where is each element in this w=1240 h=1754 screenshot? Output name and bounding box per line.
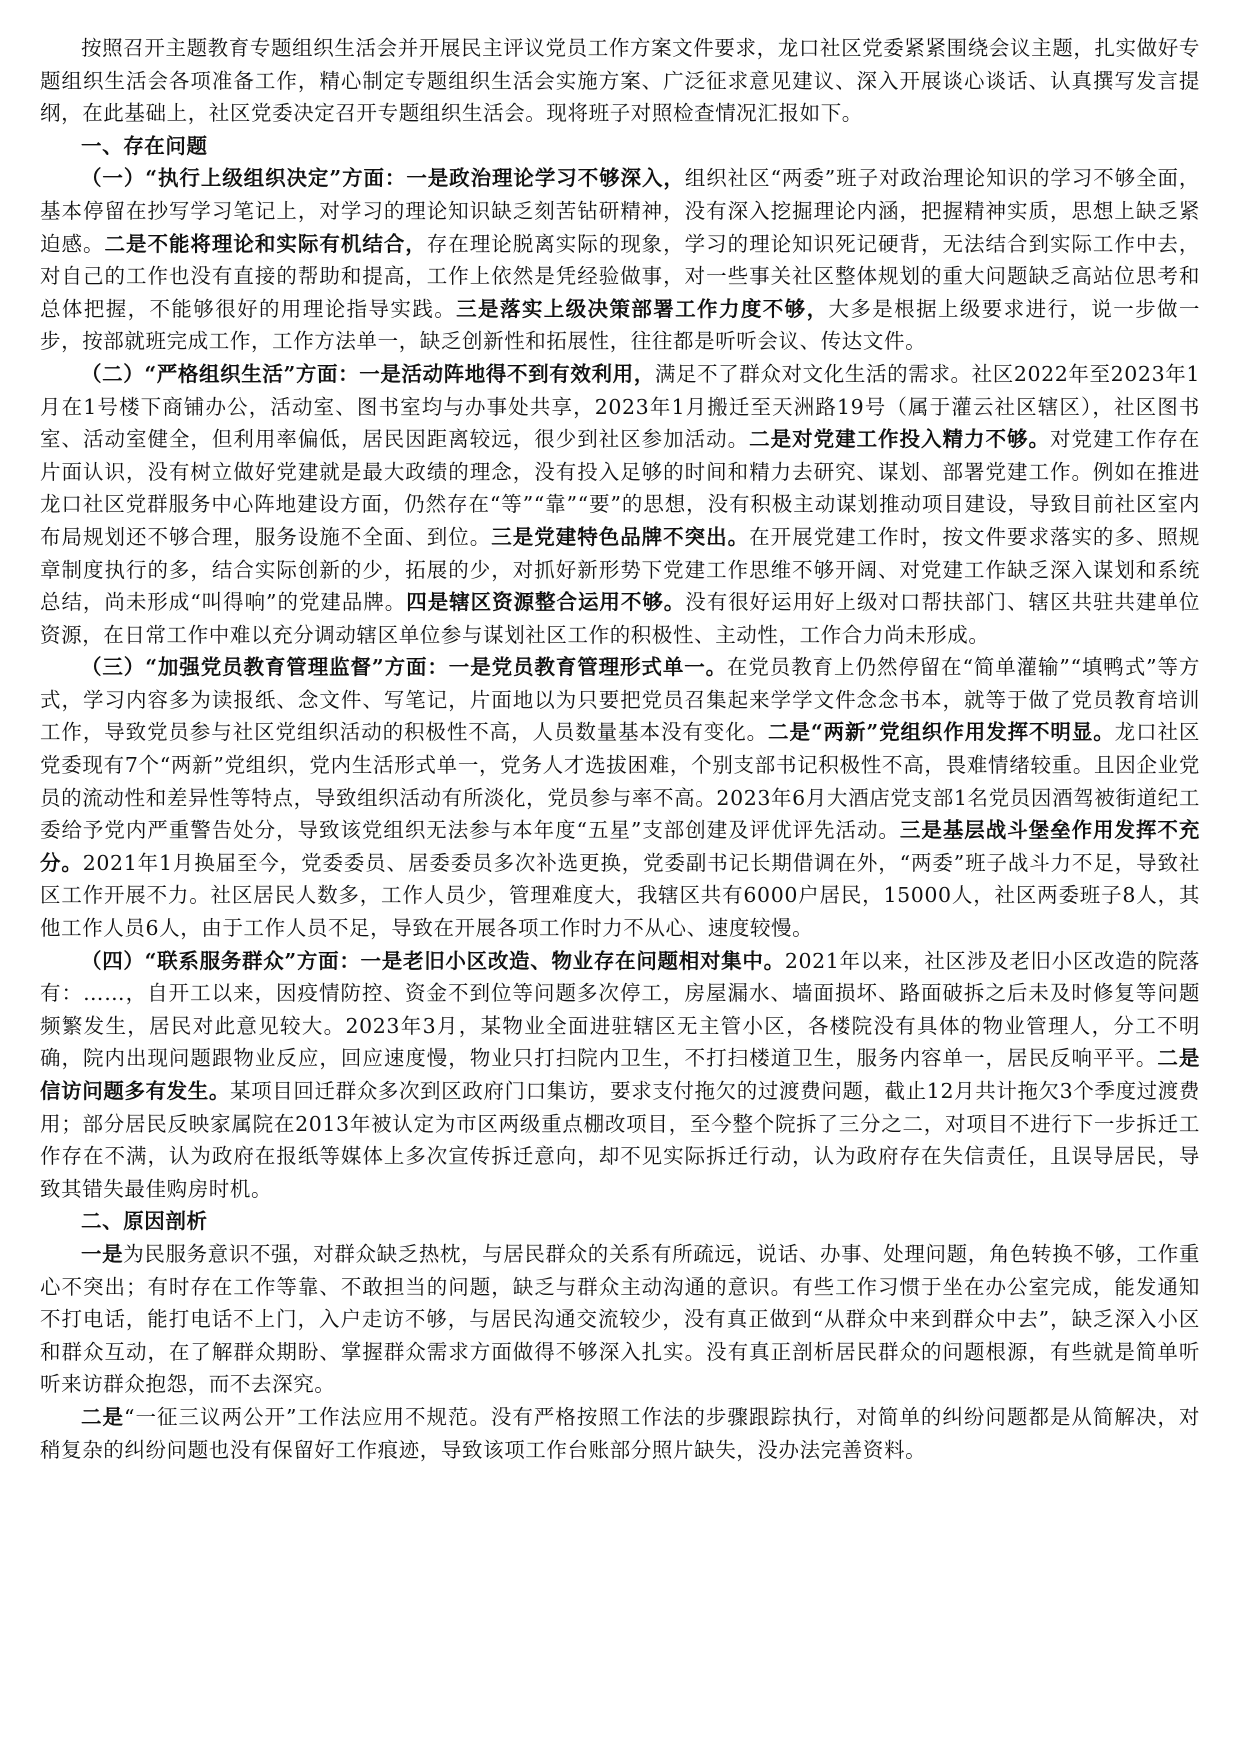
paragraph-causes-2: [40, 1401, 1200, 1466]
body-text: 某项目回迁群众多次到区政府门口集访，要求支付拖欠的过渡费问题，截止12月共计拖欠3个季度过渡费用；部分居民反映家属院在2013年被认定为市区两级重点棚改项目，至今整个院拆了三分之二，对项目不进行下一步拆迁工作存在不满，认为政府在报纸等媒体上多次宣传拆迁意向，却不见实际拆迁行动，认为政府存在失信责任，且误导居民，导致其错失最佳购房时机。: [40, 1079, 1200, 1201]
body-text: 为民服务意识不强，对群众缺乏热枕，与居民群众的关系有所疏远，说话、办事、处理问题，角色转换不够，工作重心不突出；有时存在工作等靠、不敢担当的问题，缺乏与群众主动沟通的意识。有些工作习惯于坐在办公室完成，能发通知不打电话，能打电话不上门，入户走访不够，与居民沟通交流较少，没有真正做到“从群众中来到群众中去”，缺乏深入小区和群众互动，在了解群众期盼、掌握群众需求方面做得不够深入扎实。没有真正剖析居民群众的问题根源，有些就是简单听听来访群众抱怨，而不去深究。: [40, 1241, 1200, 1397]
bold-phrase: 二是不能将理论和实际有机结合，: [104, 231, 427, 256]
body-text: 2021年1月换届至今，党委委员、居委委员多次补选更换，党委副书记长期借调在外，“两委”班子战斗力不足，导致社区工作开展不力。社区居民人数多，工作人员少，管理难度大，我辖区共有6000户居民，15000人，社区两委班子8人，其他工作人员6人，由于工作人员不足，导致在开展各项工作时力不从心、速度较慢。: [40, 850, 1201, 941]
body-text: 大多是根据上级要求进行，说一步做一步，按部就班完成工作，工作方法单一，缺乏创新性和拓展性，往往都是听听会议、传达文件。: [40, 296, 1200, 354]
bold-phrase: （二）“严格组织生活”方面：一是活动阵地得不到有效利用，: [81, 361, 655, 386]
paragraph-problems-4: [40, 945, 1200, 1206]
bold-phrase: （三）“加强党员教育管理监督”方面：一是党员教育管理形式单一。: [81, 655, 728, 680]
body-text: 对党建工作存在片面认识，没有树立做好党建就是最大政绩的理念，没有投入足够的时间和精力去研究、谋划、部署党建工作。例如在推进龙口社区党群服务中心阵地建设方面，仍然存在“等”“靠”“要”的思想，没有积极主动谋划推动项目建设，导致目前社区室内布局规划还不够合理，服务设施不全面、到位。: [40, 427, 1200, 549]
bold-phrase: 一是: [81, 1241, 124, 1266]
body-text: 满足不了群众对文化生活的需求。社区2022年至2023年1月在1号楼下商铺办公，活动室、图书室均与办事处共享，2023年1月搬迁至天洲路19号（属于灌云社区辖区），社区图书室、活动室健全，但利用率偏低，居民因距离较远，很少到社区参加活动。: [40, 361, 1200, 452]
paragraph-problems-3: [40, 651, 1200, 944]
paragraph-problems-1: [40, 162, 1200, 358]
section-heading-problems: 一、存在问题: [81, 133, 208, 158]
bold-phrase: 三是基层战斗堡垒作用发挥不充分。: [40, 818, 1200, 875]
body-text: 存在理论脱离实际的现象，学习的理论知识死记硬背，无法结合到实际工作中去，对自己的工作也没有直接的帮助和提高，工作上依然是凭经验做事，对一些事关社区整体规划的重大问题缺乏高站位思考和总体把握，不能够很好的用理论指导实践。: [40, 231, 1200, 321]
body-text: “一征三议两公开”工作法应用不规范。没有严格按照工作法的步骤跟踪执行，对简单的纠纷问题都是从简解决，对稍复杂的纠纷问题也没有保留好工作痕迹，导致该项工作台账部分照片缺失，没办法完善资料。: [40, 1404, 1200, 1462]
intro-paragraph: 按照召开主题教育专题组织生活会并开展民主评议党员工作方案文件要求，龙口社区党委紧紧围绕会议主题，扎实做好专题组织生活会各项准备工作，精心制定专题组织生活会实施方案、广泛征求意见建议、深入开展谈心谈话、认真撰写发言提纲，在此基础上，社区党委决定召开专题组织生活会。现将班子对照检查情况汇报如下。: [40, 36, 1200, 126]
section-heading-causes: 二、原因剖析: [81, 1209, 208, 1234]
body-text: 没有很好运用好上级对口帮扶部门、辖区共驻共建单位资源，在日常工作中难以充分调动辖区单位参与谋划社区工作的积极性、主动性，工作合力尚未形成。: [40, 590, 1200, 647]
paragraph-problems-2: [40, 358, 1200, 651]
body-text: 2021年以来，社区涉及老旧小区改造的院落有：……，自开工以来，因疫情防控、资金不到位等问题多次停工，房屋漏水、墙面损坏、路面破拆之后未及时修复等问题频繁发生，居民对此意见较大。2023年3月，某物业全面进驻辖区无主管小区，各楼院没有具体的物业管理人，分工不明确，院内出现问题跟物业反应，回应速度慢，物业只打扫院内卫生，不打扫楼道卫生，服务内容单一，居民反响平平。: [40, 948, 1200, 1071]
bold-phrase: （四）“联系服务群众”方面：一是老旧小区改造、物业存在问题相对集中。: [81, 948, 785, 973]
bold-phrase: （一）“执行上级组织决定”方面：一是政治理论学习不够深入，: [81, 166, 685, 191]
paragraph-causes-1: [40, 1238, 1200, 1401]
body-text: 在开展党建工作时，按文件要求落实的多、照规章制度执行的多，结合实际创新的少，拓展的少，对抓好新形势下党建工作思维不够开阔、对党建工作缺乏深入谋划和系统总结，尚未形成“叫得响”的党建品牌。: [40, 524, 1200, 615]
bold-phrase: 二是信访问题多有发生。: [40, 1046, 1200, 1103]
bold-phrase: 二是对党建工作投入精力不够。: [749, 427, 1050, 452]
body-text: 在党员教育上仍然停留在“简单灌输”“填鸭式”等方式，学习内容多为读报纸、念文件、写笔记，片面地以为只要把党员召集起来学学文件念念书本，就等于做了党员教育培训工作，导致党员参与社区党组织活动的积极性不高，人员数量基本没有变化。: [40, 655, 1200, 745]
bold-phrase: 二是: [81, 1404, 124, 1429]
bold-phrase: 四是辖区资源整合运用不够。: [406, 590, 686, 615]
bold-phrase: 三是党建特色品牌不突出。: [491, 524, 750, 549]
bold-phrase: 三是落实上级决策部署工作力度不够，: [456, 296, 829, 321]
body-text: 龙口社区党委现有7个“两新”党组织，党内生活形式单一，党务人才选拔困难，个别支部书记积极性不高，畏难情绪较重。且因企业党员的流动性和差异性等特点，导致组织活动有所淡化，党员参与率不高。2023年6月大酒店党支部1名党员因酒驾被街道纪工委给予党内严重警告处分，导致该党组织无法参与本年度“五星”支部创建及评优评先活动。: [40, 720, 1200, 843]
body-text: 组织社区“两委”班子对政治理论知识的学习不够全面，基本停留在抄写学习笔记上，对学习的理论知识缺乏刻苦钻研精神，没有深入挖掘理论内涵，把握精神实质，思想上缺乏紧迫感。: [40, 166, 1200, 256]
bold-phrase: 二是“两新”党组织作用发挥不明显。: [768, 720, 1115, 745]
